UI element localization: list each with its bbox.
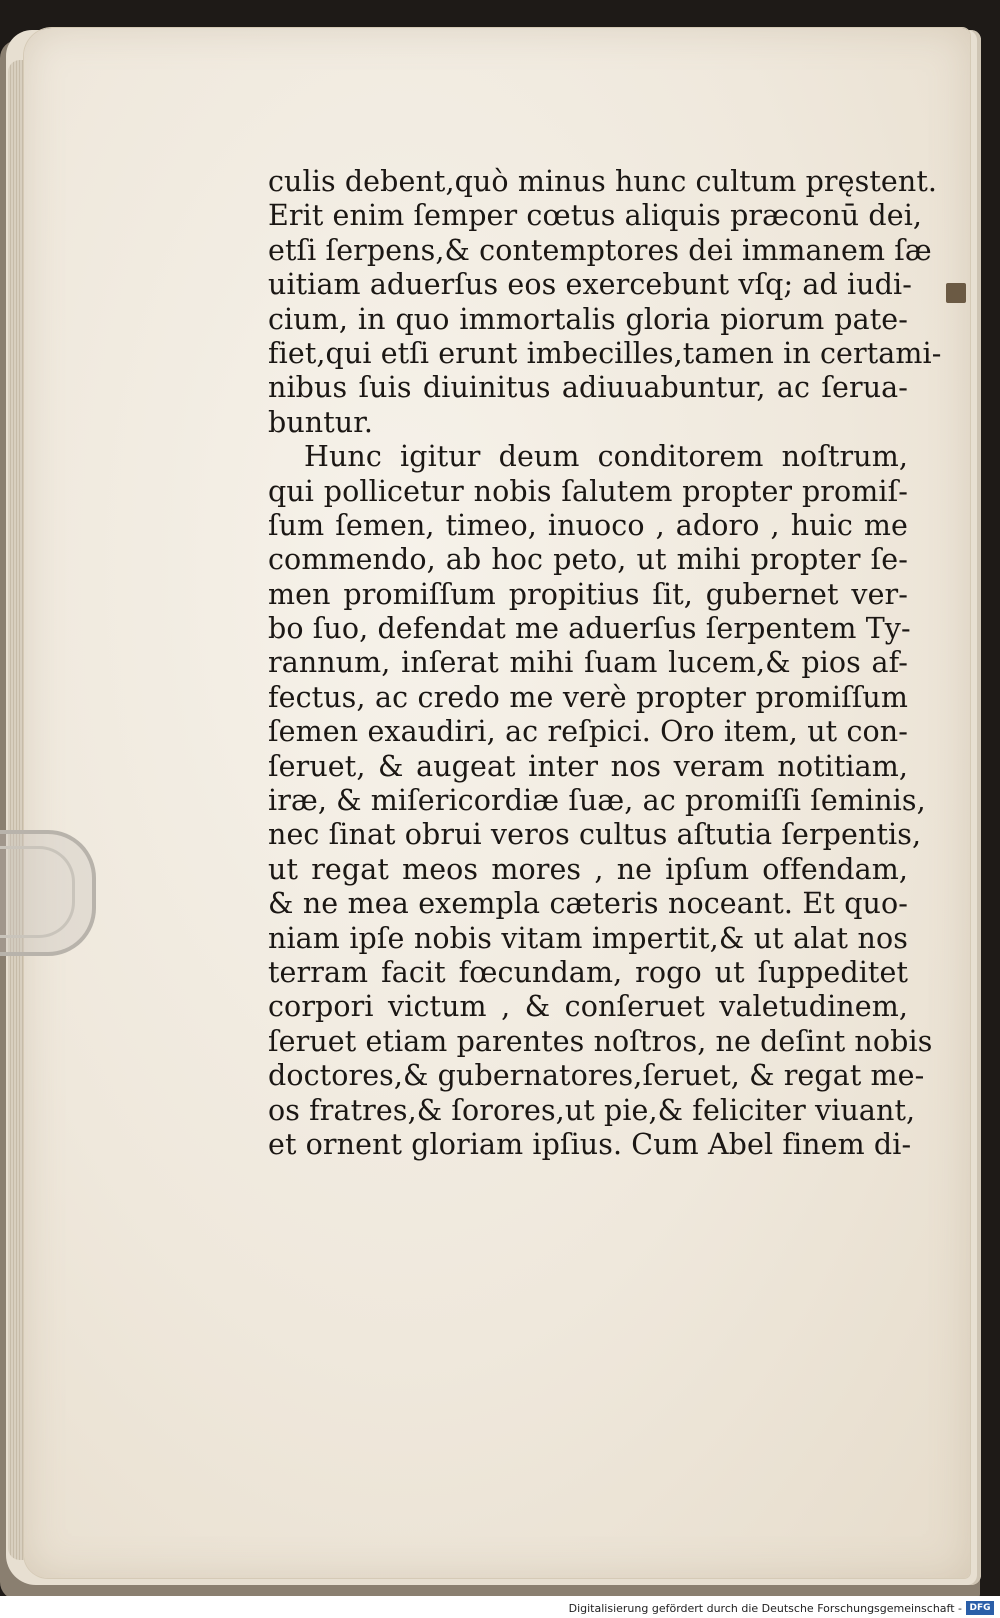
text-line: uitiam aduerſus eos exercebunt vſq; ad iudi- xyxy=(268,268,912,302)
text-line: nec ſinat obrui veros cultus aſtutia ſerpentis, xyxy=(268,818,922,852)
text-line: ſeruet etiam parentes noſtros, ne deſint nobis xyxy=(268,1024,933,1058)
text-line: et ornent gloriam ipſius. Cum Abel finem di- xyxy=(268,1127,912,1161)
text-line: & ne mea exempla cæteris noceant. Et quo- xyxy=(268,887,908,921)
page-marker-tab xyxy=(946,283,966,303)
dfg-logo: DFG xyxy=(966,1601,994,1615)
text-line: ut regat meos mores , ne ipſum offendam, xyxy=(268,852,908,886)
text-line: iræ, & miſericordiæ ſuæ, ac promiſſi ſeminis, xyxy=(268,784,926,818)
text-line: Erit enim ſemper cœtus aliquis præconū dei, xyxy=(268,199,923,233)
text-line: buntur. xyxy=(268,405,374,439)
text-line: cium, in quo immortalis gloria piorum pate- xyxy=(268,302,908,336)
page-text xyxy=(268,165,942,1162)
text-line: nibus ſuis diuinitus adiuuabuntur, ac ſerua- xyxy=(268,371,908,405)
funding-credit: Digitalisierung gefördert durch die Deutsche Forschungsgemeinschaft - xyxy=(568,1602,962,1615)
text-line: bo ſuo, defendat me aduerſus ſerpentem Ty- xyxy=(268,612,911,646)
text-line: commendo, ab hoc peto, ut mihi propter ſe- xyxy=(268,543,908,577)
text-line: terram facit fœcundam, rogo ut ſuppeditet xyxy=(268,955,908,989)
text-line: culis debent,quò minus hunc cultum pręstent. xyxy=(268,165,938,198)
text-line: men promiſſum propitius ſit, gubernet ver- xyxy=(268,577,908,611)
text-line: ſum ſemen, timeo, inuoco , adoro , huic me xyxy=(268,508,908,542)
text-line: corpori victum , & conſeruet valetudinem, xyxy=(268,990,908,1024)
text-line: doctores,& gubernatores,ſeruet, & regat me- xyxy=(268,1059,925,1093)
text-line: rannum, inſerat mihi ſuam lucem,& pios af- xyxy=(268,646,908,680)
paper-clip-inner xyxy=(0,846,75,938)
text-line: ſemen exaudiri, ac reſpici. Oro item, ut con- xyxy=(268,715,908,749)
digitization-footer xyxy=(0,1596,1000,1618)
text-line: fectus, ac credo me verè propter promiſſum xyxy=(268,680,908,714)
text-line: fiet,qui etſi erunt imbecilles,tamen in certami- xyxy=(268,336,942,370)
text-line: niam ipſe nobis vitam impertit,& ut alat nos xyxy=(268,921,908,955)
text-line: etſi ſerpens,& contemptores dei immanem ſæ xyxy=(268,233,932,267)
text-line: ſeruet, & augeat inter nos veram notitiam, xyxy=(268,749,908,783)
text-line: os fratres,& ſorores,ut pie,& feliciter viuant, xyxy=(268,1093,916,1127)
text-line: qui pollicetur nobis ſalutem propter promiſ- xyxy=(268,474,908,508)
paragraph-start-line: Hunc igitur deum conditorem noſtrum, xyxy=(304,440,908,474)
